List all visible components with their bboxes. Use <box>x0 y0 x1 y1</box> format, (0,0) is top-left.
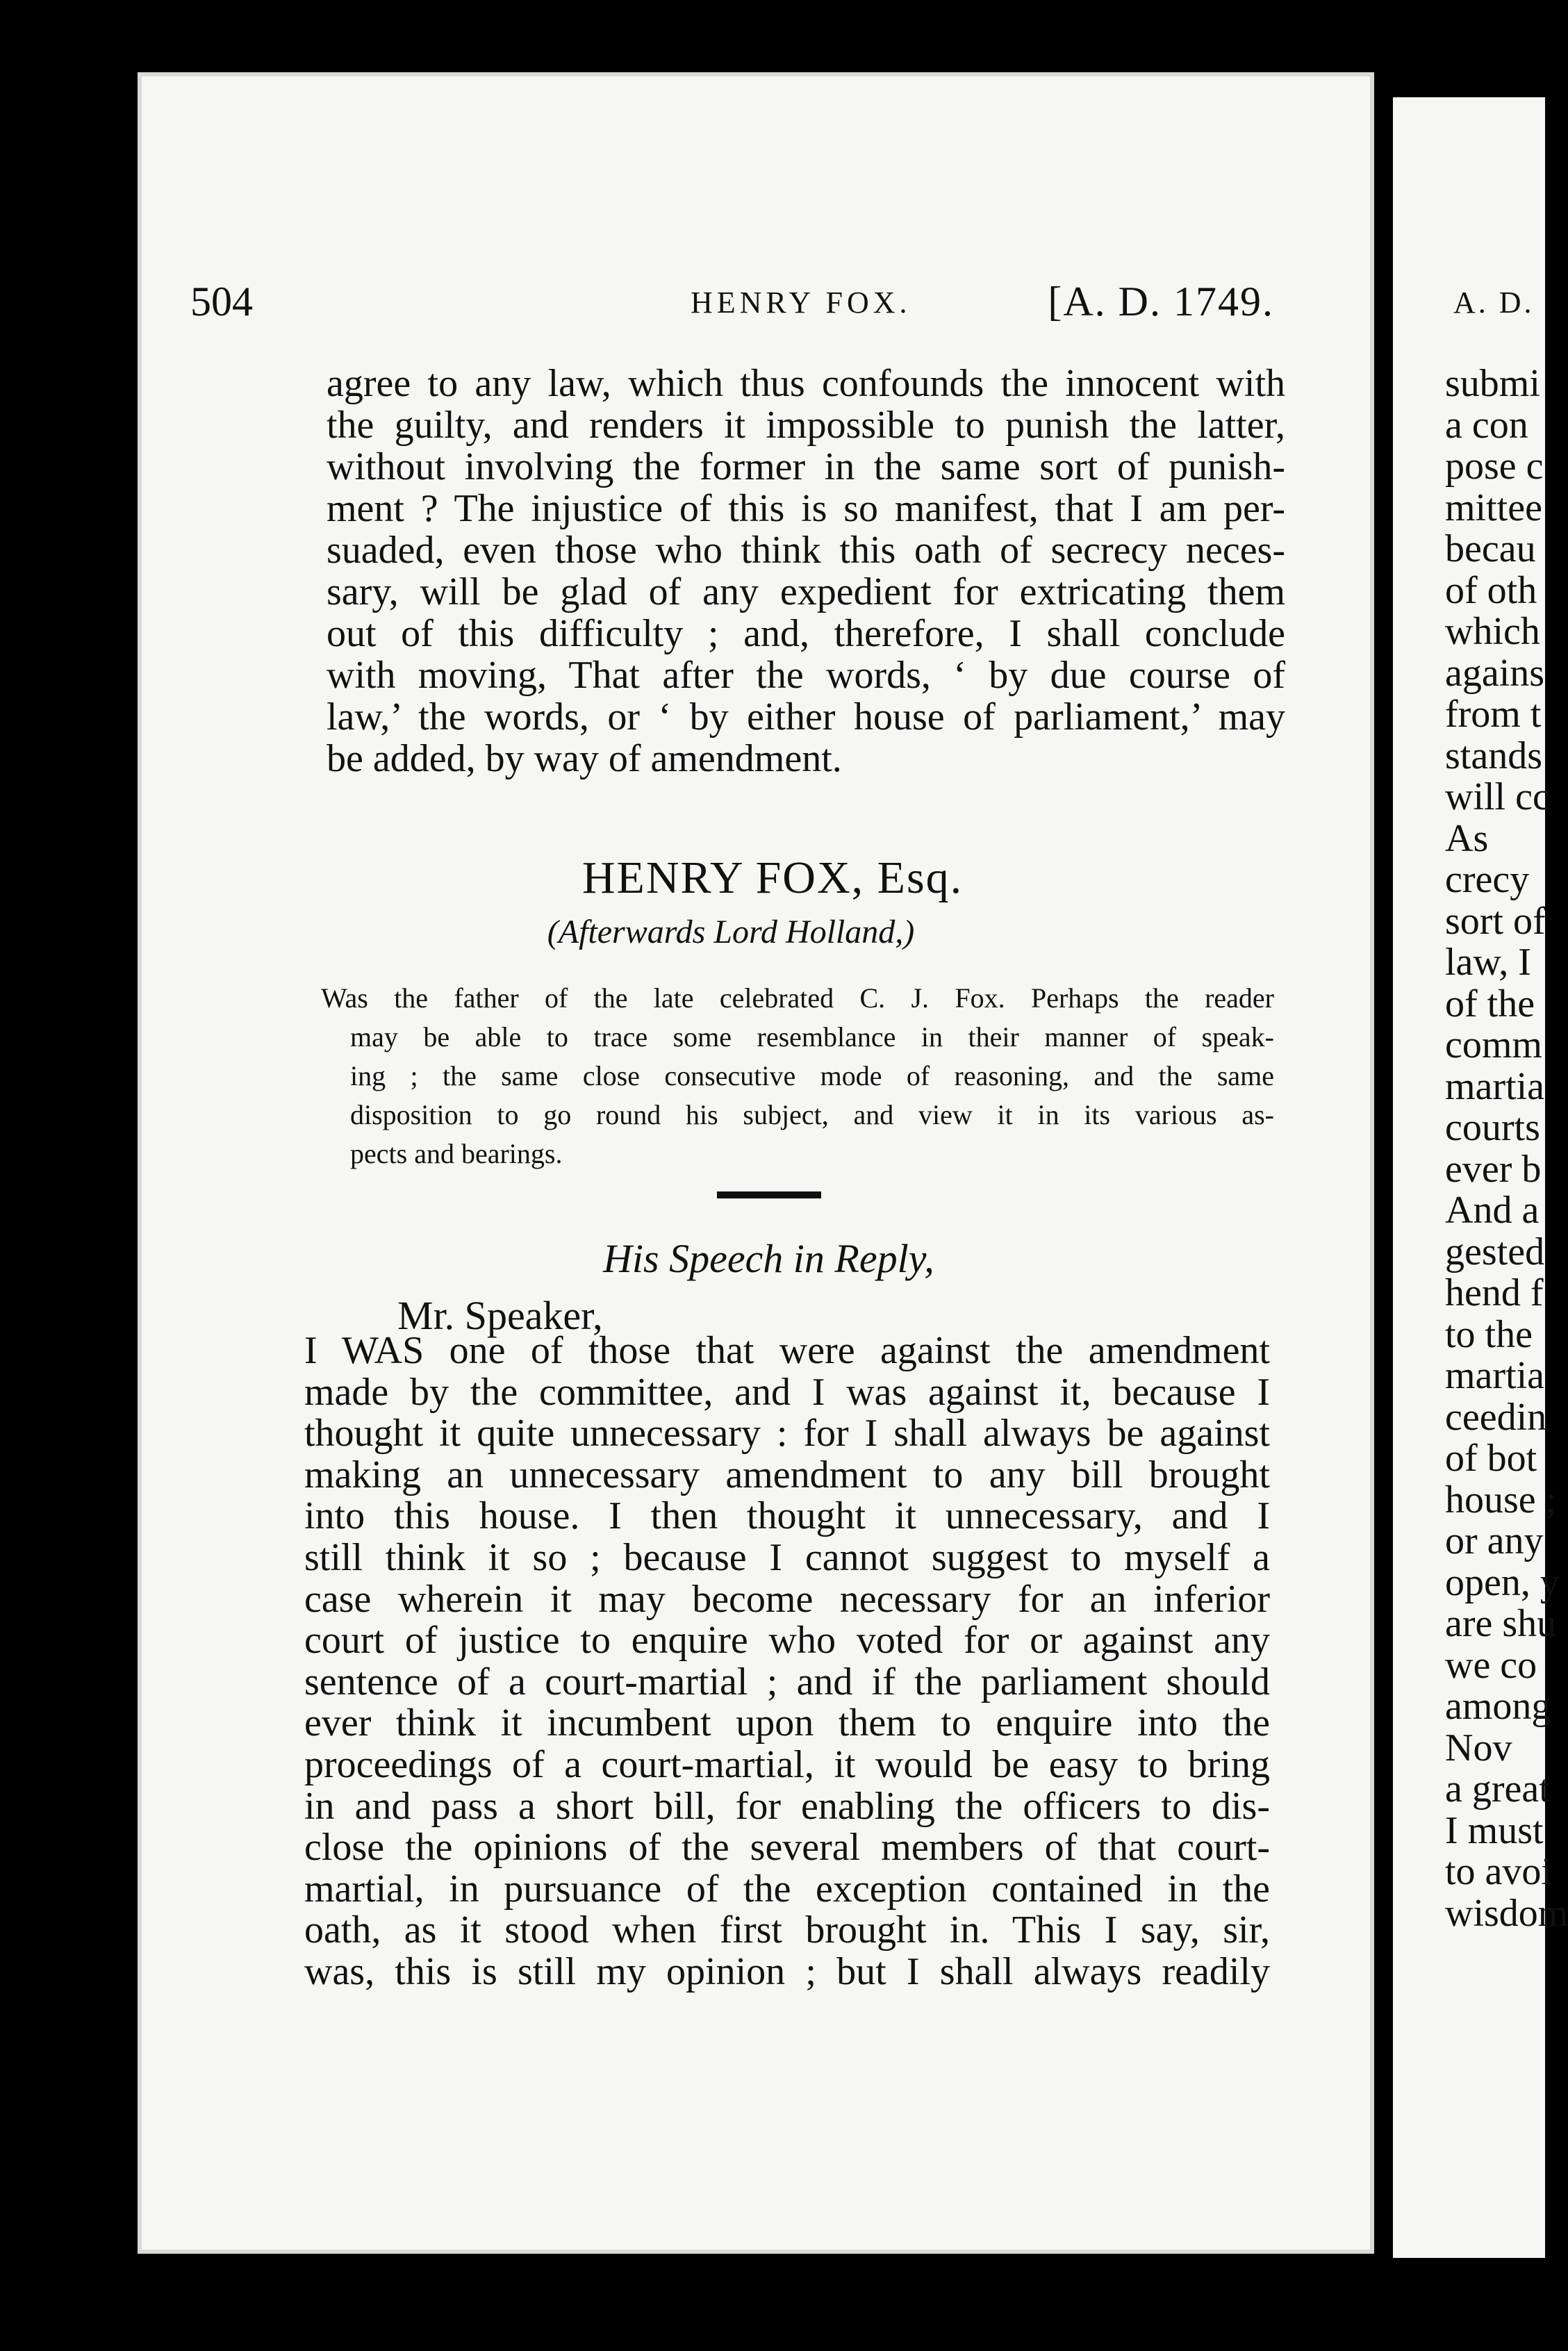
text-line: I must <box>1445 1808 1544 1852</box>
text-line: becau <box>1445 527 1536 570</box>
text-line: are shu <box>1445 1602 1557 1645</box>
text-line: court of justice to enquire who voted for or against any <box>304 1619 1270 1663</box>
page-header <box>190 278 1274 327</box>
text-line: proceedings of a court-martial, it would be easy to bring <box>304 1743 1270 1786</box>
text-line: house ; <box>1445 1478 1557 1521</box>
text-line: Nov <box>1445 1726 1512 1770</box>
text-line: be added, by way of amendment. <box>327 737 842 780</box>
text-line: may be able to trace some resemblance in their manner of speak- <box>350 1021 1274 1053</box>
text-line: martial, in pursuance of the exception contained in the <box>304 1867 1270 1911</box>
text-line: pose c <box>1445 445 1544 488</box>
text-line: to the <box>1445 1312 1533 1356</box>
text-line: sort of <box>1445 899 1546 943</box>
facing-page-header: A. D. <box>1453 286 1535 320</box>
text-line: with moving, That after the words, ‘ by due course of <box>327 654 1285 697</box>
text-line: comm <box>1445 1023 1542 1066</box>
text-line: a great <box>1445 1767 1550 1810</box>
text-line: of the <box>1445 982 1535 1025</box>
text-line: martia <box>1445 1064 1545 1108</box>
section-subtitle: (Afterwards Lord Holland,) <box>547 914 915 950</box>
text-line: disposition to go round his subject, and view it in its various as- <box>350 1099 1274 1130</box>
salutation: Mr. Speaker, <box>397 1293 603 1338</box>
text-line: oath, as it stood when first brought in. This I say, sir, <box>304 1908 1270 1952</box>
text-line: without involving the former in the same sort of punish- <box>327 445 1285 488</box>
text-line: still think it so ; because I cannot suggest to myself a <box>304 1536 1270 1579</box>
text-line: ceedin <box>1445 1395 1547 1439</box>
speech-heading: His Speech in Reply, <box>603 1236 934 1281</box>
text-line: martia <box>1445 1354 1545 1397</box>
text-line: suaded, even those who think this oath of secrecy neces- <box>327 529 1285 572</box>
text-line: law, I <box>1445 941 1531 984</box>
section-divider <box>717 1191 821 1198</box>
text-line: ever think it incumbent upon them to enquire into the <box>304 1701 1270 1745</box>
text-line: was, this is still my opinion ; but I shall always readily <box>304 1950 1270 1993</box>
text-line: case wherein it may become necessary for an inferior <box>304 1577 1270 1621</box>
text-line: among <box>1445 1685 1551 1728</box>
text-line: wisdom <box>1445 1891 1568 1935</box>
page-number: 504 <box>190 279 253 324</box>
header-date: [A. D. 1749. <box>1048 279 1274 324</box>
text-line: agains <box>1445 651 1545 695</box>
text-line: Was the father of the late celebrated C. J. Fox. Perhaps the reader <box>321 982 1274 1014</box>
running-title: HENRY FOX. <box>691 286 911 320</box>
text-line: making an unnecessary amendment to any bill brought <box>304 1453 1270 1496</box>
text-line: out of this difficulty ; and, therefore, I shall conclude <box>327 612 1285 655</box>
text-line: submi <box>1445 362 1540 405</box>
text-line: into this house. I then thought it unnecessary, and I <box>304 1494 1270 1538</box>
text-line: thought it quite unnecessary : for I shall always be against <box>304 1412 1270 1455</box>
text-line: the guilty, and renders it impossible to punish the latter, <box>327 404 1285 447</box>
text-line: of oth <box>1445 568 1537 612</box>
text-line: And a <box>1445 1189 1540 1232</box>
text-line: I WAS one of those that were against the amendment <box>304 1329 1270 1372</box>
text-line: agree to any law, which thus confounds the innocent with <box>327 362 1285 405</box>
text-line: ing ; the same close consecutive mode of reasoning, and the same <box>350 1060 1274 1091</box>
section-title: HENRY FOX, Esq. <box>581 852 964 903</box>
text-line: sentence of a court-martial ; and if the parliament should <box>304 1660 1270 1704</box>
text-line: or any <box>1445 1519 1544 1562</box>
text-line: crecy <box>1445 858 1530 901</box>
text-line: pects and bearings. <box>350 1138 563 1169</box>
text-line: made by the committee, and I was against it, because I <box>304 1370 1270 1414</box>
text-line: law,’ the words, or ‘ by either house of parliament,’ may <box>327 695 1285 739</box>
text-line: ment ? The injustice of this is so manifest, that I am per- <box>327 487 1285 530</box>
text-line: courts <box>1445 1106 1540 1149</box>
text-line: will cc <box>1445 775 1550 818</box>
text-line: in and pass a short bill, for enabling the officers to dis- <box>304 1784 1270 1828</box>
text-line: a con <box>1445 403 1528 447</box>
text-line: gested <box>1445 1230 1545 1273</box>
text-line: ever b <box>1445 1147 1542 1191</box>
text-line: stands <box>1445 734 1542 777</box>
text-line: hend f <box>1445 1271 1544 1314</box>
text-line: sary, will be glad of any expedient for extricating them <box>327 570 1285 613</box>
text-line: As <box>1445 816 1489 860</box>
text-line: which <box>1445 610 1540 653</box>
text-line: of bot <box>1445 1437 1537 1480</box>
text-line: from t <box>1445 693 1542 736</box>
text-line: to avoi <box>1445 1850 1552 1893</box>
text-line: close the opinions of the several members of that court- <box>304 1826 1270 1870</box>
text-line: open, y <box>1445 1560 1560 1604</box>
text-line: we co <box>1445 1643 1537 1687</box>
text-line: mittee <box>1445 486 1542 529</box>
